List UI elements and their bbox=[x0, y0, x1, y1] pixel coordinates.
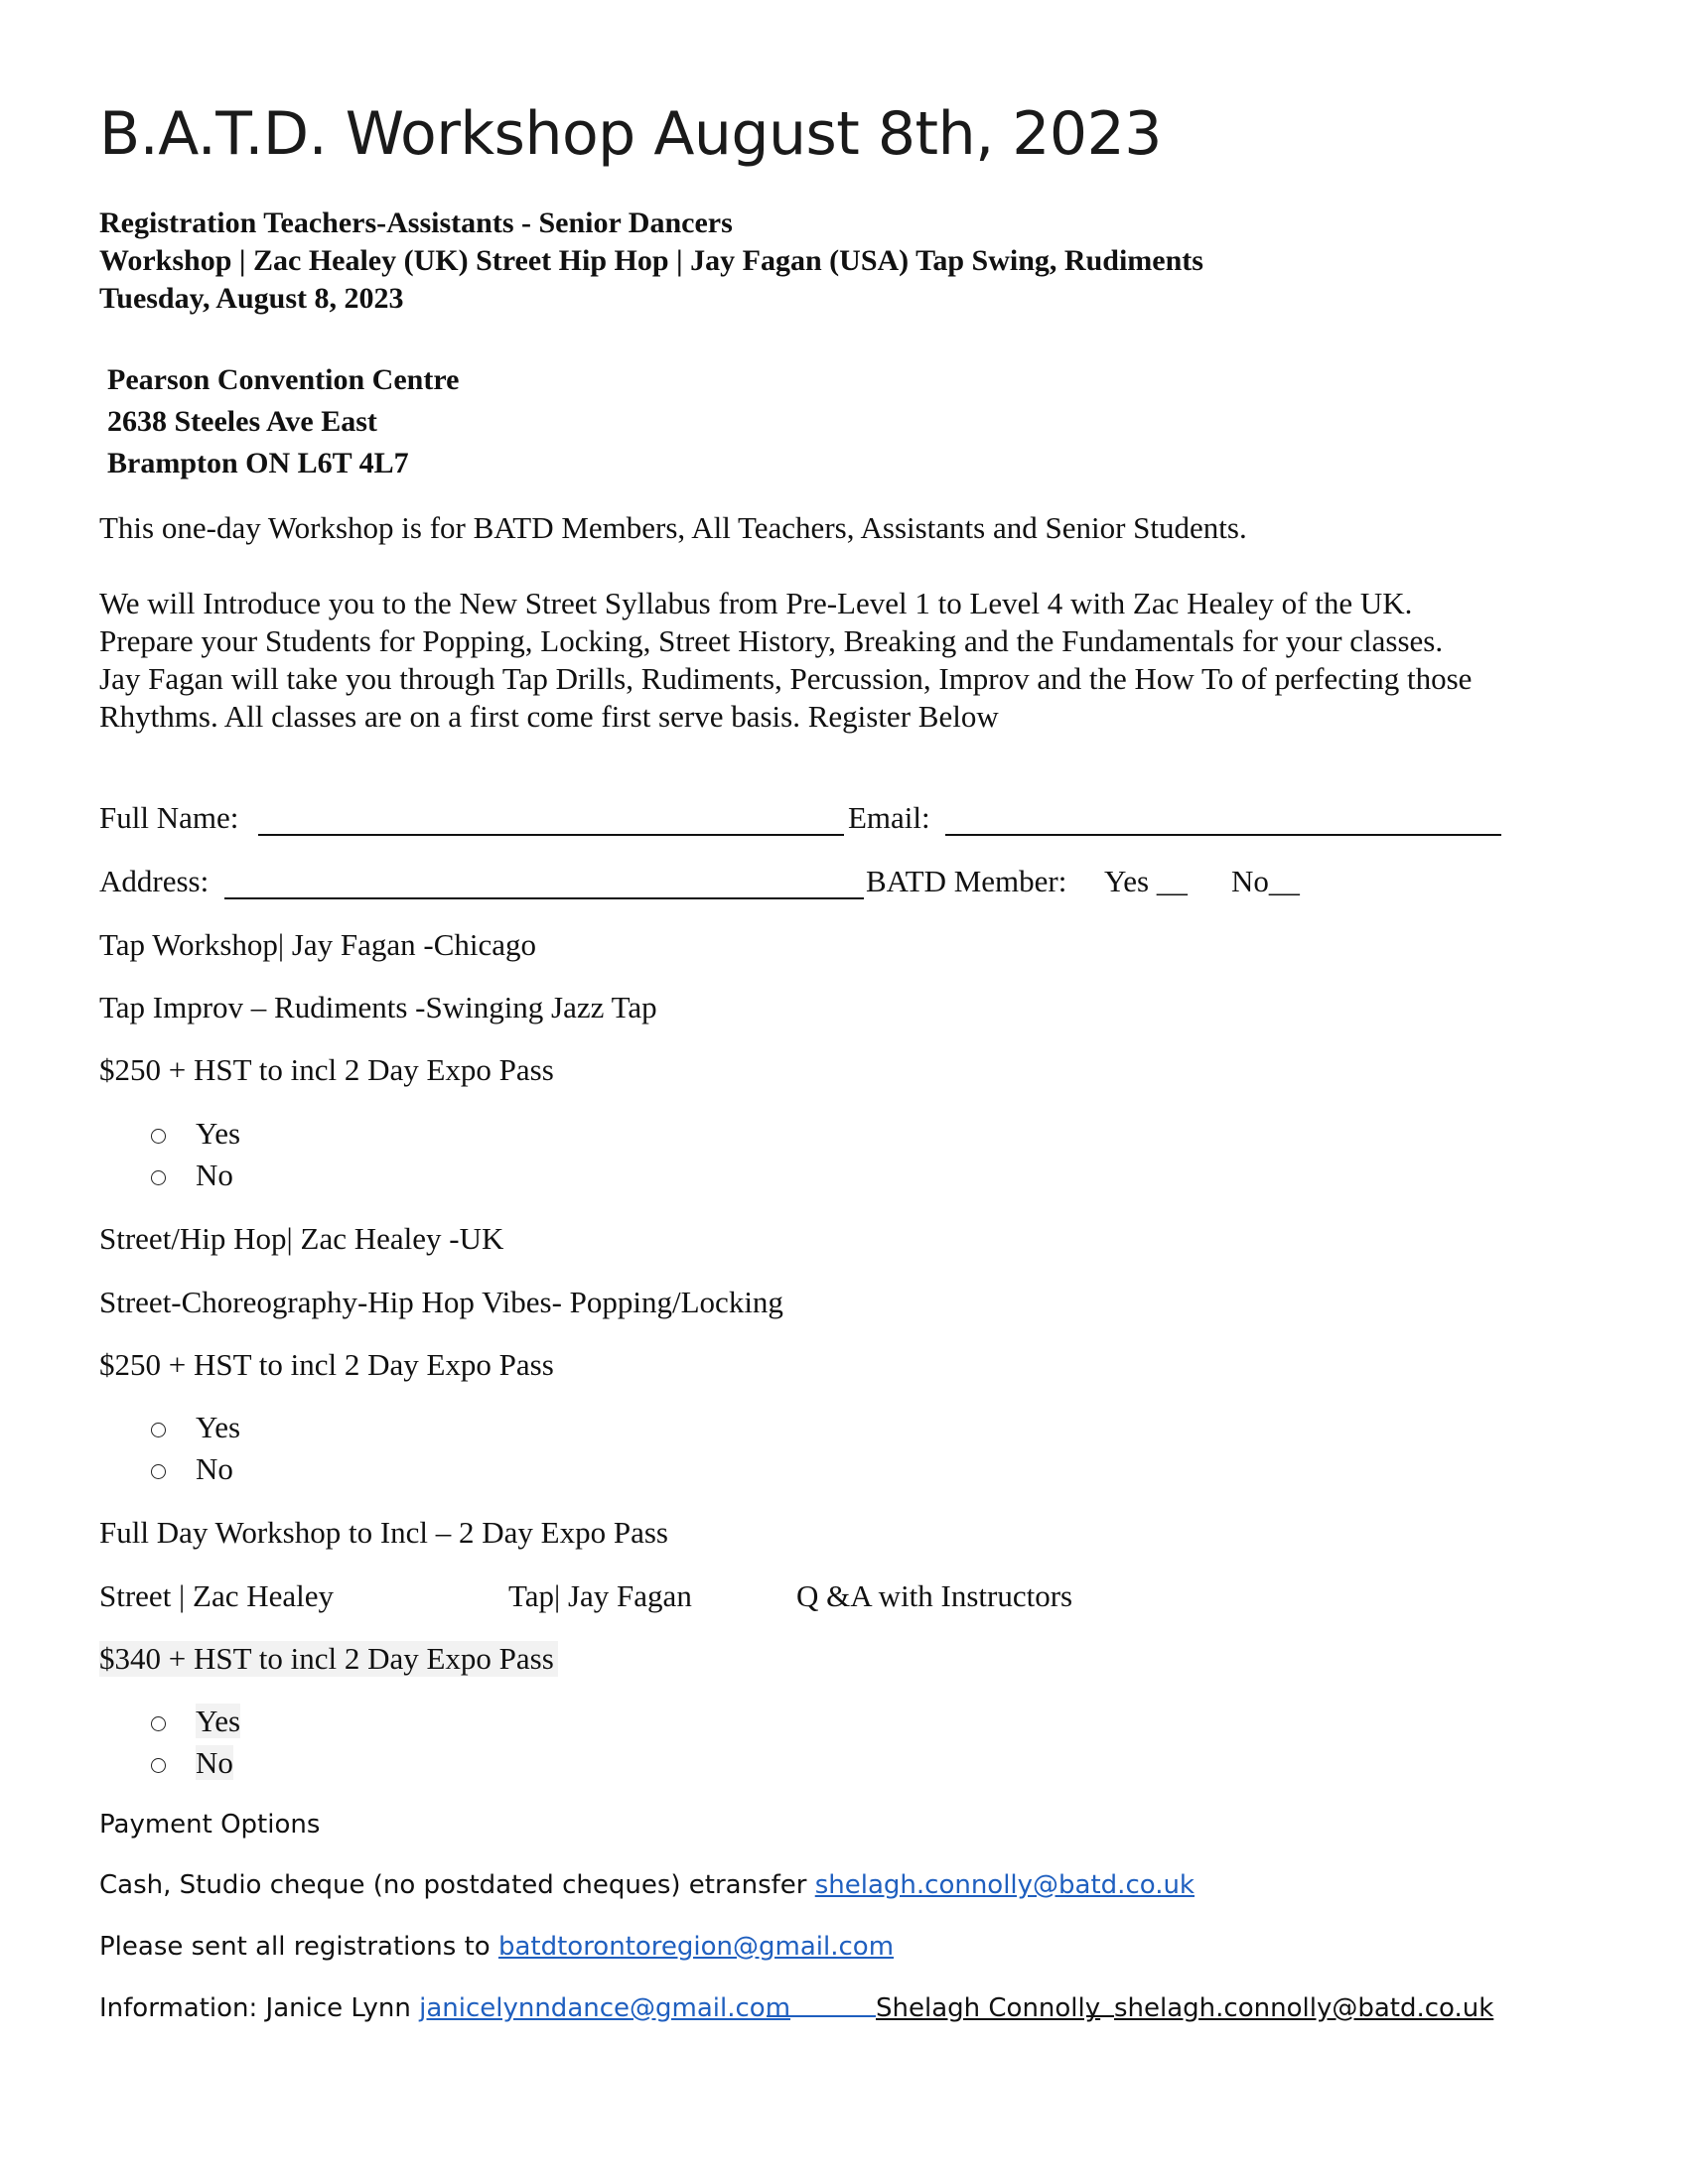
radio-icon[interactable] bbox=[151, 1129, 166, 1144]
information-line bbox=[99, 1993, 790, 2023]
payment-methods-text: Cash, Studio cheque (no postdated cheques) etransfer bbox=[99, 1870, 815, 1900]
janice-email-link[interactable]: janicelynndance@gmail.com bbox=[419, 1993, 791, 2023]
venue-name: Pearson Convention Centre bbox=[107, 363, 460, 396]
radio-icon[interactable] bbox=[151, 1423, 166, 1437]
batd-member-no[interactable]: No__ bbox=[1231, 864, 1300, 898]
description-line-3: Jay Fagan will take you through Tap Drills, Rudiments, Percussion, Improv and the How To of perfecting those bbox=[99, 661, 1473, 696]
shelagh-email[interactable]: shelagh.connolly@batd.co.uk bbox=[1114, 1993, 1494, 2023]
radio-icon[interactable] bbox=[151, 1716, 166, 1731]
street-workshop-title: Street/Hip Hop| Zac Healey -UK bbox=[99, 1221, 504, 1256]
full-day-tap: Tap| Jay Fagan bbox=[508, 1578, 692, 1613]
tap-yes-label: Yes bbox=[196, 1116, 241, 1151]
street-workshop-subtitle: Street-Choreography-Hip Hop Vibes- Popping/Locking bbox=[99, 1285, 783, 1319]
address-label: Address: bbox=[99, 864, 210, 898]
full-day-street: Street | Zac Healey bbox=[99, 1578, 334, 1613]
full-day-price: $340 + HST to incl 2 Day Expo Pass bbox=[99, 1641, 558, 1677]
send-to-label: Please sent all registrations to bbox=[99, 1932, 498, 1962]
tap-yes-option[interactable] bbox=[151, 1116, 240, 1152]
radio-icon[interactable] bbox=[151, 1170, 166, 1185]
full-day-no-option[interactable] bbox=[151, 1745, 233, 1781]
intro-text: This one-day Workshop is for BATD Members, All Teachers, Assistants and Senior Students. bbox=[99, 510, 1247, 545]
venue-street: 2638 Steeles Ave East bbox=[107, 405, 377, 438]
registration-email-link[interactable]: batdtorontoregion@gmail.com bbox=[497, 1932, 895, 1962]
etransfer-email-link[interactable]: shelagh.connolly@batd.co.uk bbox=[814, 1870, 1195, 1900]
street-yes-label: Yes bbox=[196, 1410, 241, 1444]
full-day-title: Full Day Workshop to Incl – 2 Day Expo Pass bbox=[99, 1515, 668, 1550]
tap-workshop-price: $250 + HST to incl 2 Day Expo Pass bbox=[99, 1052, 554, 1087]
radio-icon[interactable] bbox=[151, 1464, 166, 1479]
full-day-yes-label: Yes bbox=[196, 1704, 241, 1738]
full-day-yes-option[interactable] bbox=[151, 1704, 240, 1739]
registration-send-to bbox=[99, 1932, 894, 1962]
street-no-label: No bbox=[196, 1451, 233, 1486]
tap-workshop-subtitle: Tap Improv – Rudiments -Swinging Jazz Tap bbox=[99, 990, 657, 1024]
header-date: Tuesday, August 8, 2023 bbox=[99, 282, 404, 315]
header-line-2: Workshop | Zac Healey (UK) Street Hip Hop | Jay Fagan (USA) Tap Swing, Rudiments bbox=[99, 244, 1203, 277]
link-underline-divider bbox=[767, 2015, 876, 2017]
email-label: Email: bbox=[848, 800, 930, 835]
tap-workshop-title: Tap Workshop| Jay Fagan -Chicago bbox=[99, 927, 537, 962]
info-label: Information: Janice Lynn bbox=[99, 1993, 420, 2023]
full-day-qa: Q &A with Instructors bbox=[796, 1578, 1073, 1613]
payment-heading: Payment Options bbox=[99, 1810, 321, 1840]
description-line-4: Rhythms. All classes are on a first come first serve basis. Register Below bbox=[99, 699, 999, 734]
page-title: B.A.T.D. Workshop August 8th, 2023 bbox=[99, 99, 1162, 169]
street-yes-option[interactable] bbox=[151, 1410, 240, 1445]
venue-city: Brampton ON L6T 4L7 bbox=[107, 447, 409, 479]
full-name-field[interactable] bbox=[258, 802, 844, 836]
info-name-shelagh: Shelagh Connolly bbox=[876, 1993, 1101, 2023]
full-day-no-label: No bbox=[196, 1745, 233, 1780]
payment-methods bbox=[99, 1870, 1195, 1900]
batd-member-label: BATD Member: bbox=[866, 864, 1067, 898]
description-line-2: Prepare your Students for Popping, Locking, Street History, Breaking and the Fundamentals for your classes. bbox=[99, 623, 1444, 658]
name-underline-divider bbox=[1086, 2015, 1114, 2017]
radio-icon[interactable] bbox=[151, 1758, 166, 1773]
batd-member-yes[interactable]: Yes __ bbox=[1104, 864, 1188, 898]
street-no-option[interactable] bbox=[151, 1451, 233, 1487]
address-field[interactable] bbox=[224, 866, 864, 899]
email-field[interactable] bbox=[945, 802, 1501, 836]
description-line-1: We will Introduce you to the New Street Syllabus from Pre-Level 1 to Level 4 with Zac Healey of the UK. bbox=[99, 586, 1413, 620]
street-workshop-price: $250 + HST to incl 2 Day Expo Pass bbox=[99, 1347, 554, 1382]
tap-no-label: No bbox=[196, 1158, 233, 1192]
header-line-1: Registration Teachers-Assistants - Senior Dancers bbox=[99, 206, 733, 239]
full-name-label: Full Name: bbox=[99, 800, 239, 835]
tap-no-option[interactable] bbox=[151, 1158, 233, 1193]
